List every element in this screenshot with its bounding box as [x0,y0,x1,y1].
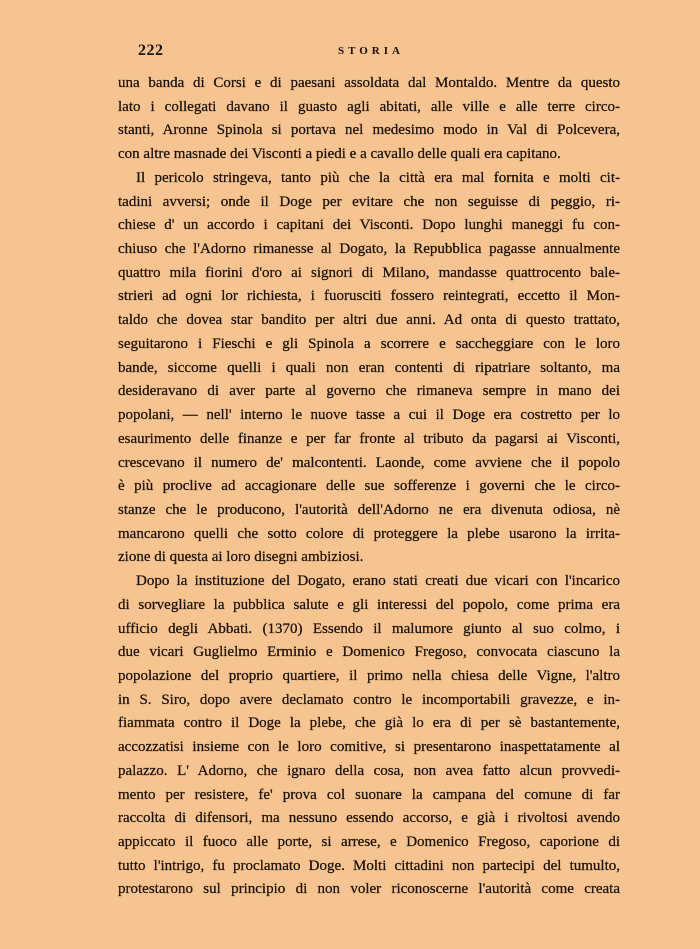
running-title: STORIA [338,45,404,57]
text-line: ufficio degli Abbati. (1370) Essendo il malumore giunto al suo colmo, i [118,620,620,637]
text-line: lato i collegati davano il guasto agli abitati, alle ville e alle terre circo- [118,98,620,115]
text-line: seguitarono i Fieschi e gli Spinola a scorrere e saccheggiare con le loro [118,335,620,352]
text-line: desideravano di aver parte al governo che rimaneva sempre in mano dei [118,383,620,400]
page-header [138,42,610,66]
text-line: chiese d' un accordo i capitani dei Visconti. Dopo lunghi maneggi fu con- [118,217,620,234]
text-line: accozzatisi insieme con le loro comitive, si presentarono inaspettatamente al [118,739,620,756]
body-text [118,72,620,902]
text-line: tutto l'intrigo, fu proclamato Doge. Molti cittadini non partecipi del tumulto, [118,857,620,874]
text-line: appiccato il fuoco alle porte, si arrese, e Domenico Fregoso, caporione di [118,834,620,850]
text-line: popolazione del proprio quartiere, il primo nella chiesa delle Vigne, l'altro [118,667,620,684]
text-line: stanze che le producono, l'autorità dell'Adorno ne era divenuta odiosa, nè [118,501,620,518]
page-number: 222 [138,42,164,59]
text-line: chiuso che l'Adorno rimanesse al Dogato, la Repubblica pagasse annualmente [118,241,620,258]
paragraph [118,167,620,570]
text-line: protestarono sul principio di non voler riconoscerne l'autorità come creata [118,881,620,898]
text-line: palazzo. L' Adorno, che ignaro della cosa, non avea fatto alcun provvedi- [118,762,620,779]
text-line: strieri ad ogni lor richiesta, i fuorusciti fossero reintegrati, eccetto il Mon- [118,288,620,305]
text-line: mento per resistere, fe' prova col suonare la campana del comune di far [118,786,620,803]
text-line: Il pericolo stringeva, tanto più che la città era mal fornita e molti cit- [136,169,620,186]
text-line: due vicari Guglielmo Erminio e Domenico Fregoso, convocata ciascuno la [118,644,620,661]
paragraph [118,72,620,167]
text-line: è più proclive ad accagionare delle sue sofferenze i governi che le circo- [118,478,620,495]
text-line: stanti, Aronne Spinola si portava nel medesimo modo in Val di Polcevera, [118,122,620,139]
text-line: quattro mila fiorini d'oro ai signori di Milano, mandasse quattrocento bale- [118,264,620,281]
text-line: taldo che dovea star bandito per altri due anni. Ad onta di questo trattato, [118,312,620,329]
text-line: esaurimento delle finanze e per far fronte al tributo da pagarsi ai Visconti, [118,430,620,447]
text-line: crescevano il numero de' malcontenti. Laonde, come avviene che il popolo [118,454,620,471]
text-line: in S. Siro, dopo avere declamato contro le incomportabili gravezze, e in- [118,691,620,708]
text-line: mancarono quelli che sotto colore di proteggere la plebe usarono la irrita- [118,525,620,542]
text-line: di sorvegliare la pubblica salute e gli interessi del popolo, come prima era [118,596,620,613]
paragraph [118,570,620,902]
text-line: popolani, — nell' interno le nuove tasse a cui il Doge era costretto per lo [118,407,620,424]
text-line: fiammata contro il Doge la plebe, che già lo era di per sè bastantemente, [118,715,620,732]
text-line: tadini avversi; onde il Doge per evitare che non seguisse di peggio, ri- [118,193,620,210]
text-line: bande, siccome quelli i quali non eran contenti di ripatriare soltanto, ma [118,359,620,376]
text-line: raccolta di difensori, ma nessuno essendo accorso, e già i rivoltosi avendo [118,810,620,827]
text-line: zione di questa ai loro disegni ambiziosi. [118,549,364,566]
text-line: con altre masnade dei Visconti a piedi e a cavallo delle quali era capitano. [118,146,561,163]
text-line: una banda di Corsi e di paesani assoldata dal Montaldo. Mentre da questo [118,75,620,91]
text-line: Dopo la instituzione del Dogato, erano stati creati due vicari con l'incarico [136,573,620,590]
